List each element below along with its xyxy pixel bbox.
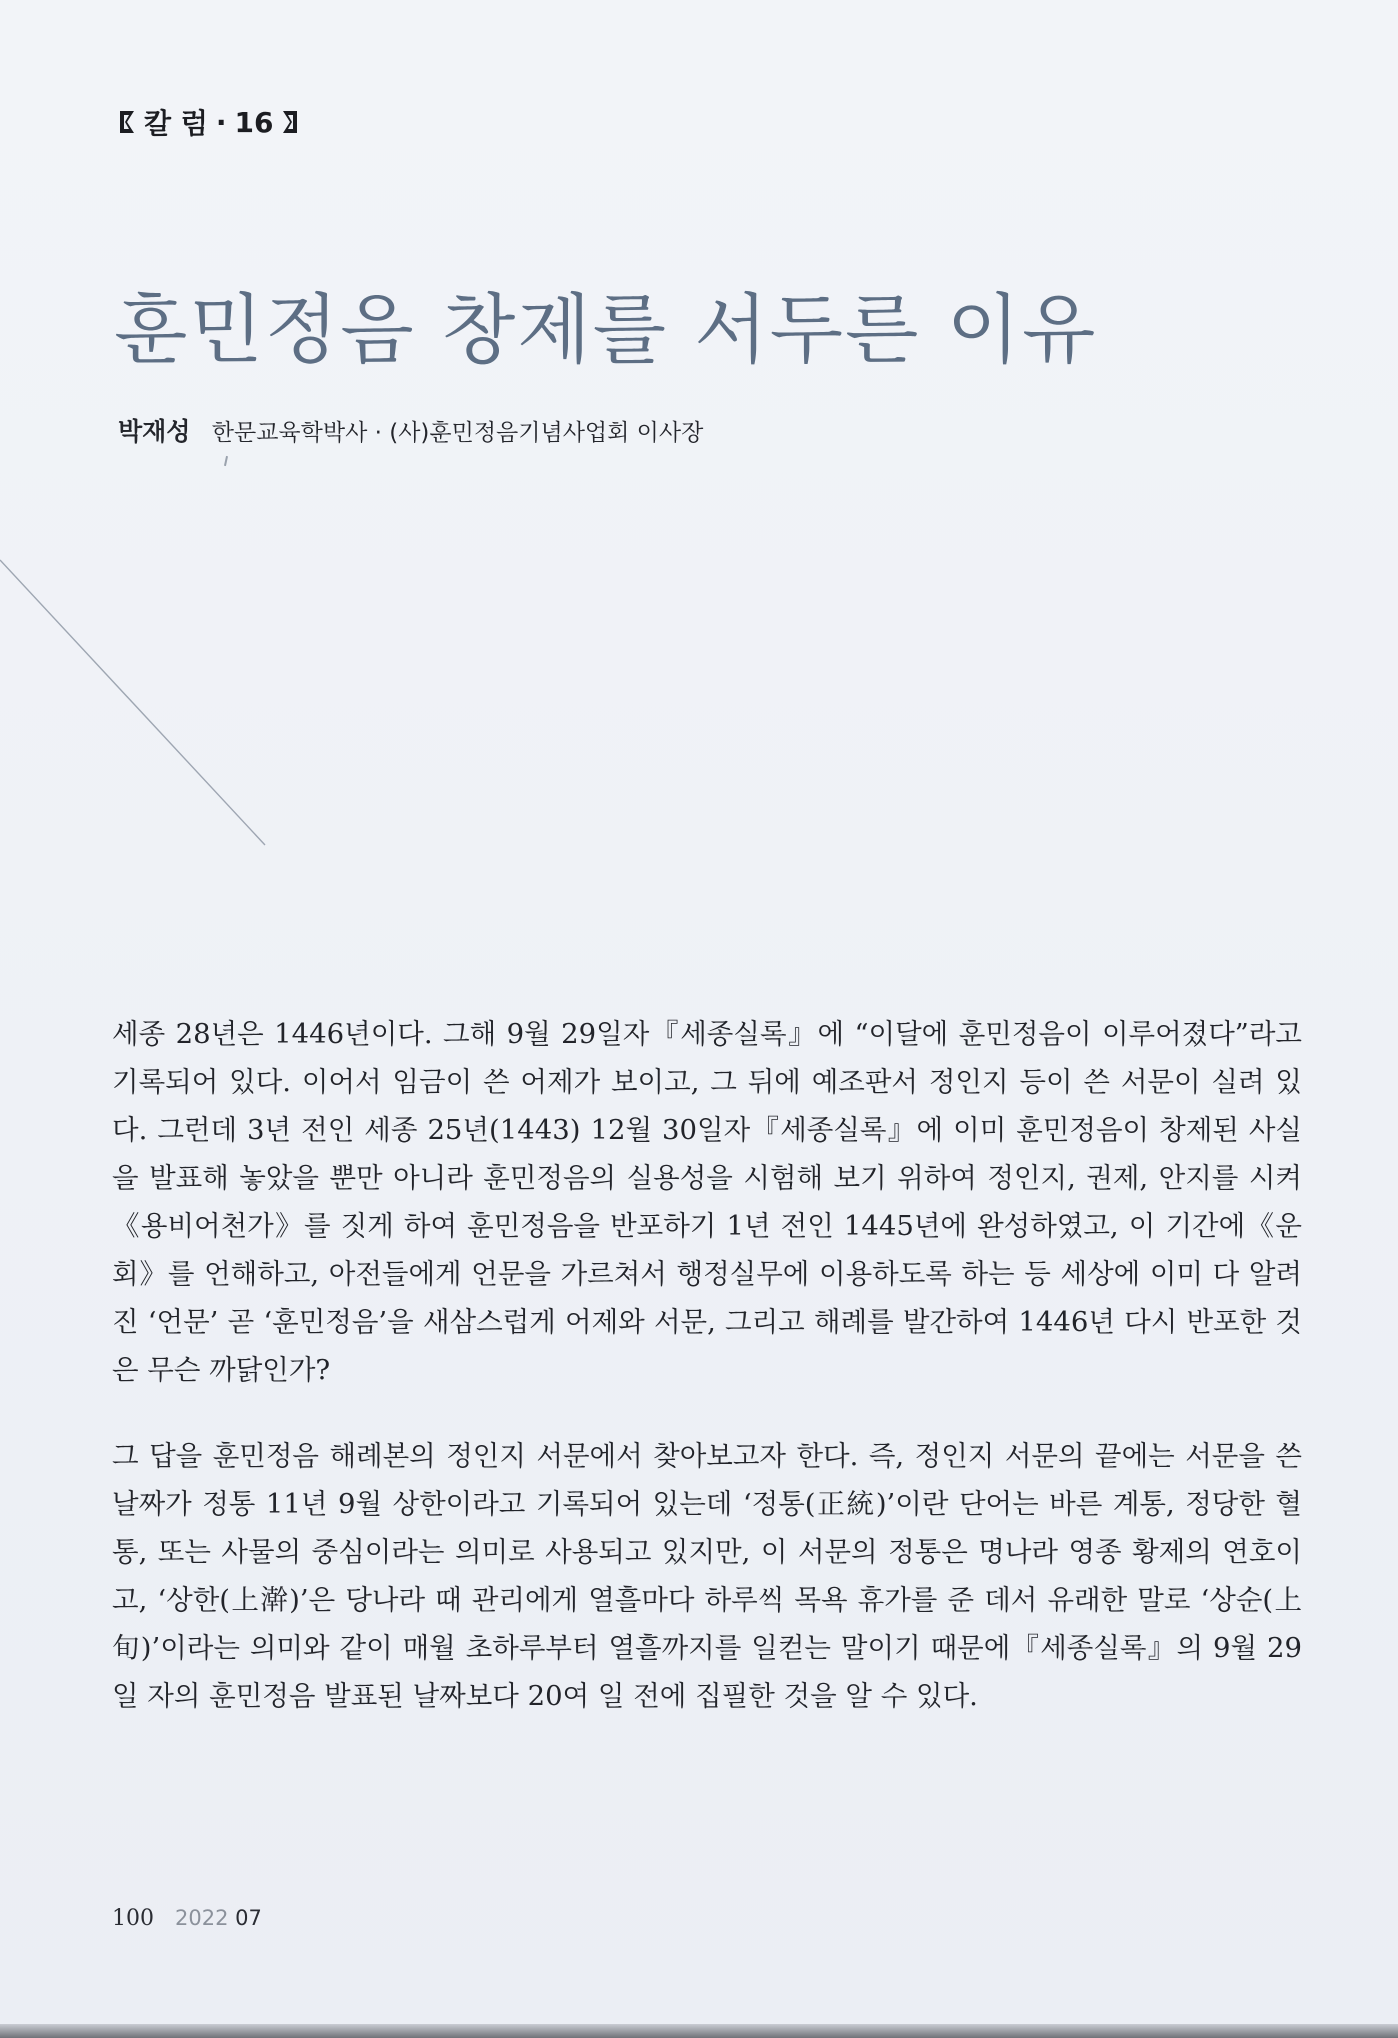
column-label [118, 102, 299, 142]
issue-date [175, 1906, 262, 1930]
page-bottom-edge [0, 2024, 1398, 2038]
right-bracket-icon [281, 109, 299, 135]
page-number: 100 [112, 1906, 154, 1931]
author-affiliation: 한문교육학박사 · (사)훈민정음기념사업회 이사장 [211, 420, 704, 446]
column-number: 16 [234, 105, 274, 139]
issue-month: 07 [235, 1906, 262, 1930]
paragraph-2: 그 답을 훈민정음 해례본의 정인지 서문에서 찾아보고자 한다. 즉, 정인지 서문의 끝에는 서문을 쓴 날짜가 정통 11년 9월 상한이라고 기록되어 있는데 ‘정통(正統)’이란 단어는 바른 계통, 정당한 혈통, 또는 사물의 중심이라는 의미로 사용되고 있지만, 이 서문의 정통은 명나라 영종 황제의 연호이고, ‘상한(上澣)’은 당나라 때 관리에게 열흘마다 하루씩 목욕 휴가를 준 데서 유래한 말로 ‘상순(上旬)’이라는 의미와 같이 매월 초하루부터 열흘까지를 일컫는 말이기 때문에『세종실록』의 9월 29일 자의 훈민정음 발표된 날짜보다 20여 일 전에 집필한 것을 알 수 있다. [112, 1440, 1302, 1712]
left-bracket-icon [118, 109, 136, 135]
paragraph-1: 세종 28년은 1446년이다. 그해 9월 29일자『세종실록』에 “이달에 훈민정음이 이루어졌다”라고 기록되어 있다. 이어서 임금이 쓴 어제가 보이고, 그 뒤에 예조판서 정인지 등이 쓴 서문이 실려 있다. 그런데 3년 전인 세종 25년(1443) 12월 30일자『세종실록』에 이미 훈민정음이 창제된 사실을 발표해 놓았을 뿐만 아니라 훈민정음의 실용성을 시험해 보기 위하여 정인지, 권제, 안지를 시켜《용비어천가》를 짓게 하여 훈민정음을 반포하기 1년 전인 1445년에 완성하였고, 이 기간에《운회》를 언해하고, 아전들에게 언문을 가르쳐서 행정실무에 이용하도록 하는 등 세상에 이미 다 알려진 ‘언문’ 곧 ‘훈민정음’을 새삼스럽게 어제와 서문, 그리고 해례를 발간하여 1446년 다시 반포한 것은 무슨 까닭인가? [112, 1018, 1302, 1386]
article-title: 훈민정음 창제를 서두른 이유 [114, 284, 1098, 374]
author-name: 박재성 [118, 417, 191, 446]
column-name: 칼 럼 [144, 107, 208, 140]
article-body [112, 1010, 1302, 1720]
column-separator: · [215, 105, 227, 139]
issue-year: 2022 [175, 1906, 229, 1930]
byline [118, 412, 703, 448]
page-footer [112, 1906, 262, 1931]
